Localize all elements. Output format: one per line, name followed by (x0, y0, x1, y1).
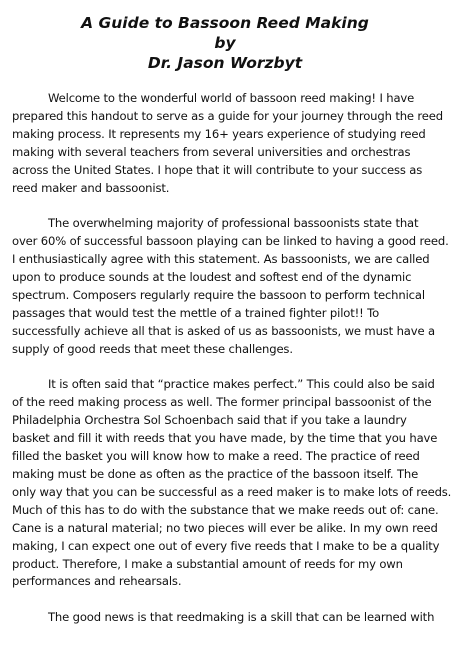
paragraph (12, 609, 442, 627)
paragraph-line: supply of good reeds that meet these challenges. (12, 341, 293, 356)
paragraph-line: making with several teachers from several universities and orchestras (12, 144, 411, 159)
paragraph-line: spectrum. Composers regularly require the bassoon to perform technical (12, 287, 425, 302)
document-title: A Guide to Bassoon Reed Making (81, 14, 369, 32)
title-block (0, 13, 450, 73)
paragraph-line: across the United States. I hope that it will contribute to your success as (12, 162, 423, 177)
paragraph-line: It is often said that “practice makes perfect.” This could also be said (48, 377, 435, 392)
document-body (12, 90, 451, 645)
paragraph-line: making must be done as often as the practice of the bassoon itself. The (12, 467, 419, 481)
paragraph-line: passages that would test the mettle of a trained fighter pilot!! To (12, 305, 380, 320)
paragraph-line: filled the basket you will know how to make a reed. The practice of reed (12, 449, 420, 464)
paragraph-line: Cane is a natural material; no two pieces will ever be alike. In my own reed (12, 520, 438, 535)
paragraph-line: only way that you can be successful as a reed maker is to make lots of reeds. (12, 484, 451, 499)
paragraph (12, 215, 449, 358)
paragraph-line: making, I can expect one out of every five reeds that I make to be a quality (12, 538, 440, 553)
paragraph-line: making process. It represents my 16+ years experience of studying reed (12, 126, 426, 141)
paragraph-line: Welcome to the wonderful world of bassoon reed making! I have (48, 91, 415, 105)
paragraph-line: successfully achieve all that is asked of us as bassoonists, we must have a (12, 323, 435, 338)
paragraph-line: over 60% of successful bassoon playing can be linked to having a good reed. (12, 234, 449, 249)
paragraph (12, 90, 442, 197)
paragraph-line: reed maker and bassoonist. (12, 180, 170, 195)
title-by: by (214, 34, 236, 52)
paragraph-line: basket and fill it with reeds that you have made, by the time that you have (12, 431, 438, 446)
paragraph-line: prepared this handout to serve as a guide for your journey through the reed (12, 108, 443, 123)
paragraph-line: performances and rehearsals. (12, 574, 182, 589)
paragraph-line: Philadelphia Orchestra Sol Schoenbach said that if you take a laundry (12, 413, 407, 428)
paragraph-line: upon to produce sounds at the loudest and softest end of the dynamic (12, 270, 412, 285)
paragraph-line: I enthusiastically agree with this statement. As bassoonists, we are called (12, 252, 430, 267)
paragraph-line: Much of this has to do with the substance that we make reeds out of: cane. (12, 502, 439, 517)
paragraph-line: The overwhelming majority of professional bassoonists state that (48, 216, 419, 231)
paragraph-line: The good news is that reedmaking is a skill that can be learned with (48, 610, 435, 625)
paragraph-line: of the reed making process as well. The former principal bassoonist of the (12, 395, 432, 410)
paragraph-line: product. Therefore, I make a substantial amount of reeds for my own (12, 556, 403, 571)
paragraph (12, 376, 451, 591)
document-author: Dr. Jason Worzbyt (147, 54, 303, 72)
